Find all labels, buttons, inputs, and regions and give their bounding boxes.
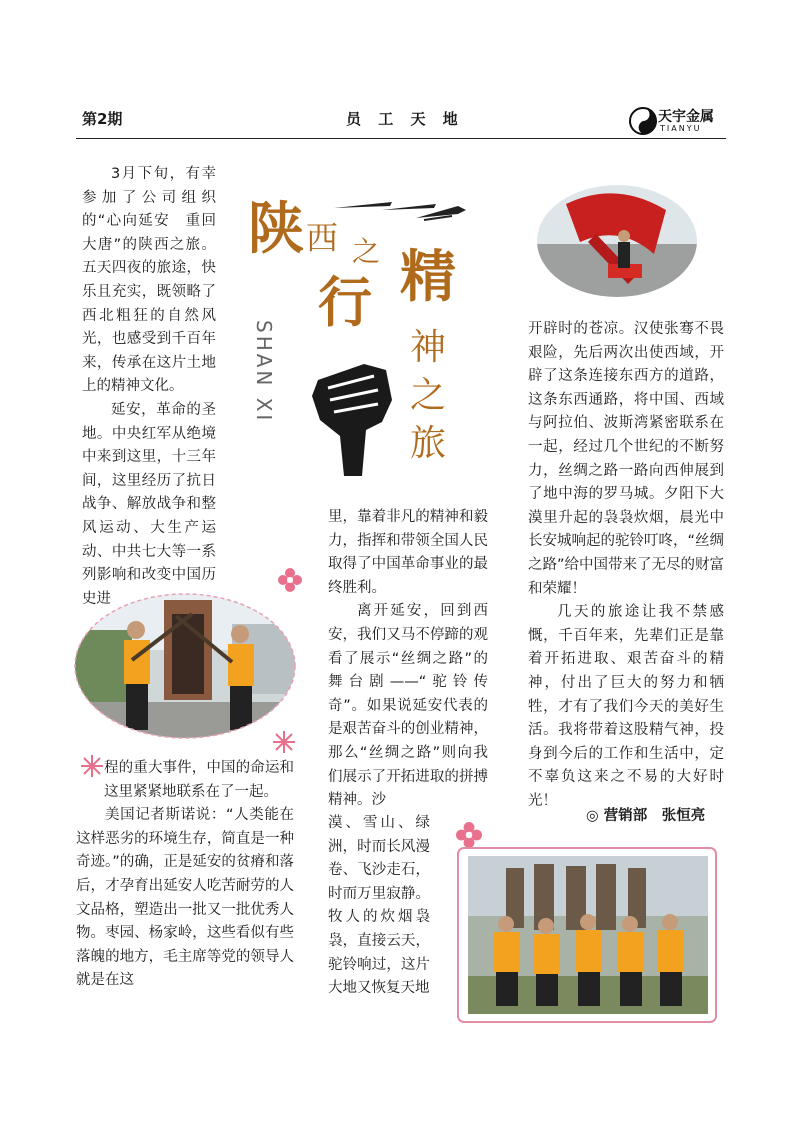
- paragraph: 延安，革命的圣地。中央红军从绝境中来到这里，十三年间，这里经历了抗日战争、解放战争和整风运动、大生产运动、中共七大等一系列影响和改变中国历史进: [82, 401, 216, 607]
- title-pinyin: SHAN XI: [252, 320, 276, 424]
- paragraph: 里，靠着非凡的精神和毅力，指挥和带领全国人民取得了中国革命事业的最终胜利。: [328, 509, 488, 596]
- title-char-jing: 精: [400, 245, 456, 310]
- paragraph: 离开延安，回到西安，我们又马不停蹄的观看了展示“丝绸之路”的舞台剧——“驼铃传奇”。如果说延安代表的是艰苦奋斗的创业精神，那么“丝绸之路”则向我们展示了开拓进取的拼搏精神。沙: [328, 603, 488, 809]
- photo-group-statues: [456, 846, 718, 1024]
- paragraph: 3月下旬，有幸参加了公司组织的“心向延安 重回大唐”的陕西之旅。五天四夜的旅途，快乐且充实，既领略了西北粗狂的自然风光，也感受到千百年来，传承在这片土地上的精神文化。: [82, 166, 216, 395]
- logo-text-cn: 天宇金属: [658, 109, 714, 125]
- article-col2-top: [328, 506, 488, 813]
- title-char-zhi: 之: [352, 235, 381, 268]
- title-char-shan: 陕: [248, 197, 304, 262]
- section-title: 员 工 天 地: [346, 110, 464, 128]
- title-char-xi: 西: [306, 219, 339, 257]
- flower-icon: [272, 730, 296, 754]
- author-signature: ◎ 营销部 张恒亮: [586, 808, 706, 824]
- flower-icon: [456, 822, 482, 848]
- paragraph: 漠、雪山、绿洲，时而长风漫卷、飞沙走石，时而万里寂静。牧人的炊烟袅袅，直接云天，驼铃响过，这片大地又恢复天地: [328, 815, 430, 997]
- logo-text-en: TIANYU: [660, 124, 702, 133]
- fountain-pen-icon: [332, 196, 472, 226]
- photo-party-emblem: [536, 184, 698, 298]
- paragraph: 开辟时的苍凉。汉使张骞不畏艰险，先后两次出使西域，开辟了这条连接东西方的道路，这条东西通路，将中国、西域与阿拉伯、波斯湾紧密联系在一起，经过几个世纪的不断努力，丝绸之路一路向西伸展到了地中海的罗马城。夕阳下大漠里升起的袅袅炊烟，晨光中长安城响起的驼铃叮咚，“丝绸之路”给中国带来了无尽的财富和荣耀！: [528, 321, 725, 597]
- photo-yanan-rifles: [72, 590, 298, 748]
- paragraph: 程的重大事件，中国的命运和这里紧紧地联系在了一起。: [104, 760, 294, 800]
- article-col1-top: [82, 163, 216, 611]
- title-char-shen: 神: [410, 327, 447, 368]
- raised-fist-icon: [304, 360, 396, 480]
- swirl-logo-icon: [628, 106, 658, 136]
- article-col1-bottom: [76, 757, 294, 993]
- article-col2-bottom: [328, 812, 430, 1001]
- paragraph: 美国记者斯诺说：“人类能在这样恶劣的环境生存，简直是一种奇迹。”的确，正是延安的贫瘠和落后，才孕育出延安人吃苦耐劳的人文品格，塑造出一批又一批优秀人物。枣园、杨家岭，这些看似有些落魄的地方，毛主席等党的领导人就是在这: [76, 807, 294, 989]
- issue-number: 第2期: [82, 110, 123, 128]
- company-logo: [628, 104, 728, 138]
- article-col3: [528, 318, 724, 813]
- title-char-xing: 行: [318, 271, 372, 334]
- header-rule: [76, 138, 726, 139]
- title-char-lv: 旅: [410, 423, 447, 464]
- paragraph: 几天的旅途让我不禁感慨，千百年来，先辈们正是靠着开拓进取、艰苦奋斗的精神，付出了巨大的努力和牺牲，才有了我们今天的美好生活。我将带着这股精气神，投身到今后的工作和生活中，定不辜负这来之不易的大好时光！: [528, 604, 724, 809]
- title-char-zhi-2: 之: [410, 375, 447, 416]
- flower-icon: [278, 568, 302, 592]
